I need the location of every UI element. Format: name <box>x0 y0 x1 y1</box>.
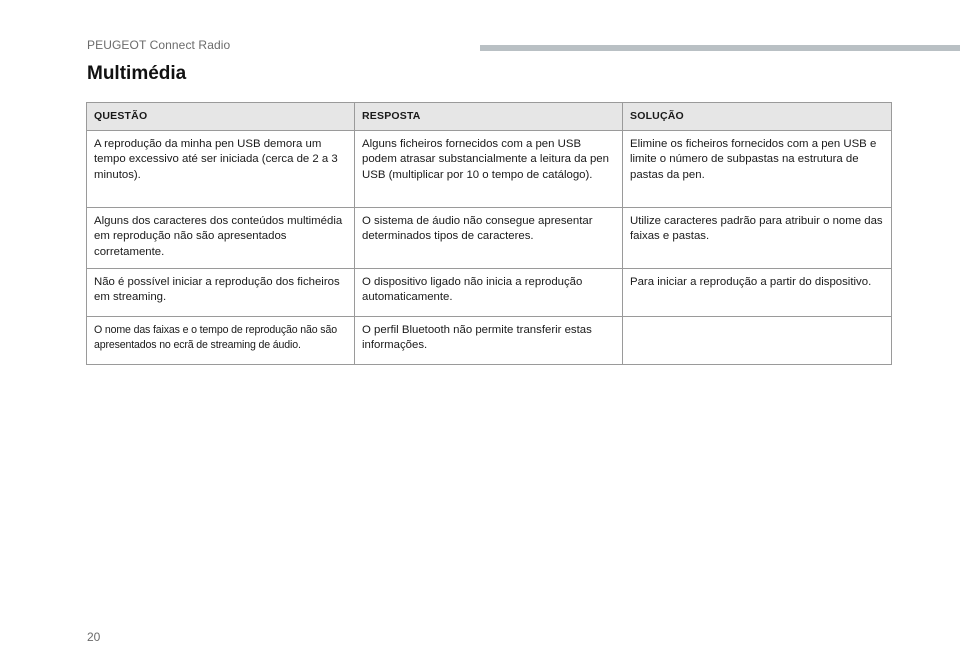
answer-cell: Alguns ficheiros fornecidos com a pen USB podem atrasar substancialmente a leitura da pen USB (multiplicar por 10 o tempo de catálogo). <box>355 130 623 207</box>
column-header-question: QUESTÃO <box>87 103 355 131</box>
table-row <box>87 130 892 207</box>
answer-cell: O perfil Bluetooth não permite transferir estas informações. <box>355 316 623 364</box>
solution-cell: Para iniciar a reprodução a partir do dispositivo. <box>623 268 892 316</box>
question-cell: A reprodução da minha pen USB demora um tempo excessivo até ser iniciada (cerca de 2 a 3 minutos). <box>87 130 355 207</box>
answer-cell: O sistema de áudio não consegue apresentar determinados tipos de caracteres. <box>355 207 623 268</box>
table-header-row <box>87 103 892 131</box>
solution-cell: Elimine os ficheiros fornecidos com a pen USB e limite o número de subpastas na estrutura de pastas da pen. <box>623 130 892 207</box>
header-rule <box>480 45 960 51</box>
question-cell: Alguns dos caracteres dos conteúdos multimédia em reprodução não são apresentados corretamente. <box>87 207 355 268</box>
solution-cell <box>623 316 892 364</box>
table-row <box>87 207 892 268</box>
table-row <box>87 268 892 316</box>
solution-cell: Utilize caracteres padrão para atribuir o nome das faixas e pastas. <box>623 207 892 268</box>
page-number: 20 <box>87 630 101 644</box>
answer-cell: O dispositivo ligado não inicia a reprodução automaticamente. <box>355 268 623 316</box>
section-title: Multimédia <box>87 63 187 84</box>
question-cell: Não é possível iniciar a reprodução dos ficheiros em streaming. <box>87 268 355 316</box>
running-header: PEUGEOT Connect Radio <box>87 38 231 52</box>
troubleshooting-table <box>86 102 892 365</box>
column-header-answer: RESPOSTA <box>355 103 623 131</box>
question-cell: O nome das faixas e o tempo de reprodução não são apresentados no ecrã de streaming de áudio. <box>87 316 355 364</box>
table-row <box>87 316 892 364</box>
column-header-solution: SOLUÇÃO <box>623 103 892 131</box>
